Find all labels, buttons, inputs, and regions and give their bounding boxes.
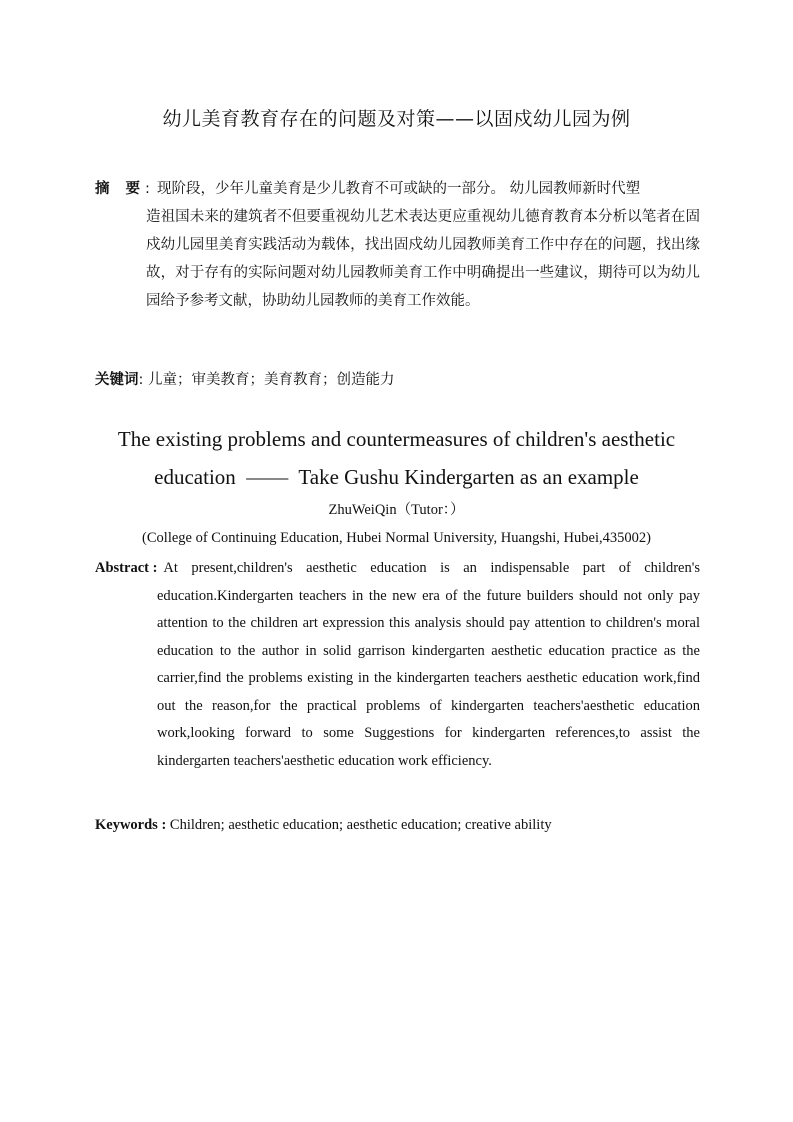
english-title: [0, 420, 793, 496]
english-keywords-label: Keywords :: [95, 817, 167, 833]
english-abstract-label: Abstract :: [95, 560, 158, 576]
english-author: ZhuWeiQin（Tutor：）: [328, 502, 465, 518]
english-affiliation: (College of Continuing Education, Hubei Normal University, Huangshi, Hubei,435002): [142, 530, 651, 546]
chinese-keywords-label: 关键词: [95, 372, 139, 388]
chinese-title: 幼儿美育教育存在的问题及对策——以固戍幼儿园为例: [162, 108, 631, 130]
english-keywords: [95, 817, 700, 834]
english-keywords-text: Children; aesthetic education; aesthetic education; creative ability: [169, 817, 552, 833]
english-abstract: [95, 555, 700, 775]
chinese-keywords-colon: :: [138, 372, 144, 388]
chinese-abstract-label: 摘 要: [95, 181, 140, 197]
english-title-line-2: education —— Take Gushu Kindergarten as an example: [154, 465, 639, 489]
english-title-line-1: The existing problems and countermeasures of children's aesthetic: [117, 427, 676, 451]
english-abstract-first-line: At present,children's aesthetic education is an indispensable part of children's: [163, 560, 700, 576]
chinese-keywords-text: 儿童；审美教育；美育教育；创造能力: [148, 372, 395, 388]
chinese-keywords: [95, 366, 700, 394]
chinese-abstract: [95, 175, 700, 315]
chinese-abstract-body: 造祖国未来的建筑者不但要重视幼儿艺术表达更应重视幼儿德育教育本分析以笔者在固戍幼儿园里美育实践活动为载体，找出固戍幼儿园教师美育工作中存在的问题，找出缘故，对于存有的实际问题对幼儿园教师美育工作中明确提出一些建议，期待可以为幼儿园给予参考文献，协助幼儿园教师的美育工作效能。: [146, 209, 700, 309]
english-abstract-body: education.Kindergarten teachers in the new era of the future builders should not only pay attention to the children art expression this analysis should pay attention to children's moral education to the author in solid garrison kindergarten aesthetic education practice as the carrier,find the problems existing in the kindergarten teachers aesthetic education work,find out the reason,for the practical problems of kindergarten teachers'aesthetic education work,looking forward to some Suggestions for kindergarten references,to assist the kindergarten teachers'aesthetic education work efficiency.: [157, 587, 700, 769]
chinese-abstract-first-line: 现阶段，少年儿童美育是少儿教育不可或缺的一部分。 幼儿园教师新时代塑: [157, 181, 641, 197]
chinese-abstract-colon: :: [145, 181, 150, 197]
